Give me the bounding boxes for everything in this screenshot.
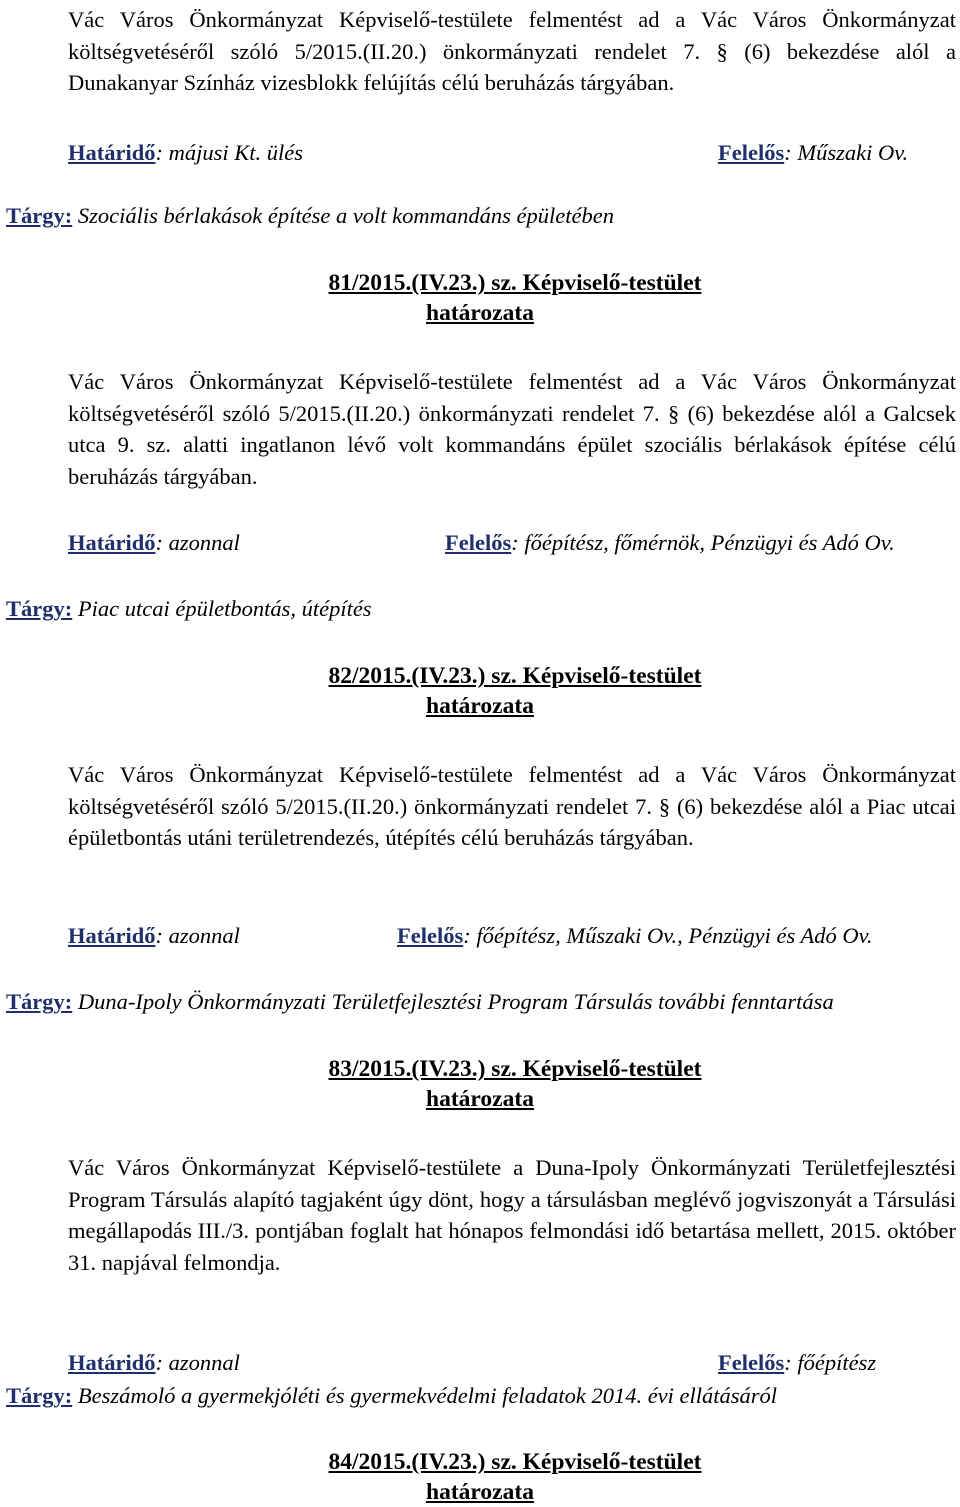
responsible-label: Felelős xyxy=(718,1350,785,1375)
resolution-text-3: Vác Város Önkormányzat Képviselő-testülete a Duna-Ipoly Önkormányzati Területfejlesztési Program Társulás alapító tagjaként úgy dönt, hogy a társulásban meglévő jogviszonyát a Társulási megállapodás III./3. pontjában foglalt hat hónapos felmondási idő betartása mellett, 2015. október 31. napjával felmondja. xyxy=(68,1155,956,1275)
deadline-1 xyxy=(68,530,240,556)
resolution-number-text: 82/2015.(IV.23.) sz. xyxy=(328,663,517,689)
responsible-label: Felelős xyxy=(445,530,512,555)
deadline-value: : májusi Kt. ülés xyxy=(155,140,304,165)
subject-1 xyxy=(6,203,614,229)
resolution-body-text: Képviselő-testület xyxy=(516,1056,702,1082)
resolution-title: határozata xyxy=(426,693,534,719)
responsible-1 xyxy=(445,530,895,556)
responsible-2 xyxy=(397,923,873,949)
subject-text: Szociális bérlakások építése a volt kommandáns épületében xyxy=(72,203,614,228)
resolution-number xyxy=(329,1056,702,1082)
subject-2 xyxy=(6,596,372,622)
resolution-text-1: Vác Város Önkormányzat Képviselő-testülete felmentést ad a Vác Város Önkormányzat költségvetéséről szóló 5/2015.(II.20.) önkormányzati rendelet 7. § (6) bekezdése alól a Galcsek utca 9. sz. alatti ingatlanon lévő volt kommandáns épület szociális bérlakások építése célú beruházás tárgyában. xyxy=(68,369,956,489)
subject-3 xyxy=(6,989,834,1015)
resolution-title: határozata xyxy=(426,1086,534,1112)
resolution-number xyxy=(329,1449,702,1475)
resolution-title: határozata xyxy=(426,300,534,326)
responsible-label: Felelős xyxy=(718,140,785,165)
resolution-header-2 xyxy=(0,661,960,721)
subject-4 xyxy=(6,1383,777,1409)
deadline-0 xyxy=(68,140,303,166)
resolution-header-4 xyxy=(0,1447,960,1507)
subject-label: Tárgy: xyxy=(6,203,73,228)
resolution-text-0: Vác Város Önkormányzat Képviselő-testülete felmentést ad a Vác Város Önkormányzat költségvetéséről szóló 5/2015.(II.20.) önkormányzati rendelet 7. § (6) bekezdése alól a Dunakanyar Színház vizesblokk felújítás célú beruházás tárgyában. xyxy=(68,7,956,95)
resolution-number xyxy=(329,663,702,689)
deadline-2 xyxy=(68,923,240,949)
responsible-label: Felelős xyxy=(397,923,464,948)
responsible-value: : főépítész, főmérnök, Pénzügyi és Adó Ov. xyxy=(511,530,895,555)
resolution-number-text: 84/2015.(IV.23.) sz. xyxy=(328,1449,517,1475)
resolution-header-3 xyxy=(0,1054,960,1114)
subject-label: Tárgy: xyxy=(6,596,73,621)
deadline-value: : azonnal xyxy=(155,1350,240,1375)
resolution-header-1 xyxy=(0,268,960,328)
resolution-body-text: Képviselő-testület xyxy=(516,663,702,689)
responsible-3 xyxy=(718,1350,876,1376)
deadline-label: Határidő xyxy=(68,140,156,165)
deadline-value: : azonnal xyxy=(155,530,240,555)
responsible-value: : főépítész xyxy=(784,1350,877,1375)
subject-text: Duna-Ipoly Önkormányzati Területfejlesztési Program Társulás további fenntartása xyxy=(72,989,834,1014)
responsible-value: : Műszaki Ov. xyxy=(784,140,909,165)
resolution-body-text: Képviselő-testület xyxy=(516,1449,702,1475)
resolution-text-2: Vác Város Önkormányzat Képviselő-testülete felmentést ad a Vác Város Önkormányzat költségvetéséről szóló 5/2015.(II.20.) önkormányzati rendelet 7. § (6) bekezdése alól a Piac utcai épületbontás utáni területrendezés, útépítés célú beruházás tárgyában. xyxy=(68,762,956,850)
deadline-label: Határidő xyxy=(68,1350,156,1375)
resolution-body-text: Képviselő-testület xyxy=(516,270,702,296)
resolution-number xyxy=(329,270,702,296)
deadline-3 xyxy=(68,1350,240,1376)
subject-label: Tárgy: xyxy=(6,989,73,1014)
responsible-0 xyxy=(718,140,908,166)
subject-label: Tárgy: xyxy=(6,1383,73,1408)
resolution-number-text: 83/2015.(IV.23.) sz. xyxy=(328,1056,517,1082)
subject-text: Piac utcai épületbontás, útépítés xyxy=(72,596,372,621)
deadline-label: Határidő xyxy=(68,530,156,555)
resolution-number-text: 81/2015.(IV.23.) sz. xyxy=(328,270,517,296)
responsible-value: : főépítész, Műszaki Ov., Pénzügyi és Adó Ov. xyxy=(463,923,873,948)
resolution-title: határozata xyxy=(426,1479,534,1505)
deadline-label: Határidő xyxy=(68,923,156,948)
deadline-value: : azonnal xyxy=(155,923,240,948)
subject-text: Beszámoló a gyermekjóléti és gyermekvédelmi feladatok 2014. évi ellátásáról xyxy=(72,1383,778,1408)
